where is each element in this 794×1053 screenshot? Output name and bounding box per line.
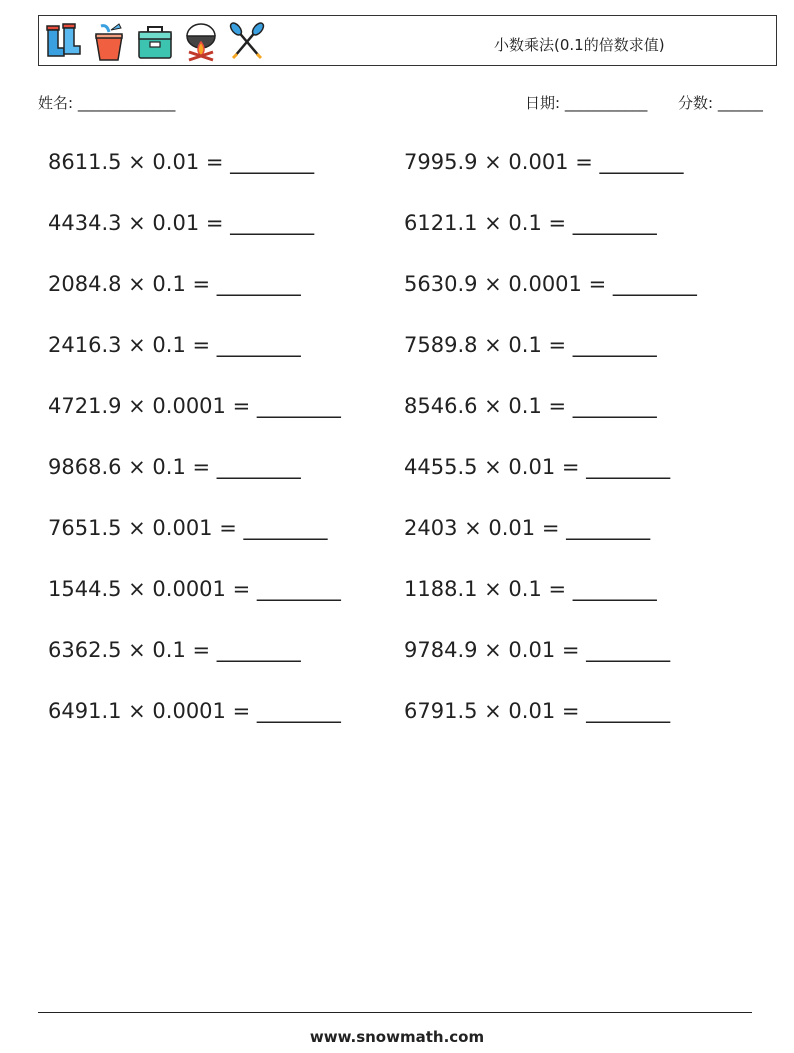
problem-right-3: 5630.9 × 0.0001 = ________ xyxy=(404,272,697,296)
problem-left-1: 8611.5 × 0.01 = ________ xyxy=(48,150,315,174)
problem-left-9: 6362.5 × 0.1 = ________ xyxy=(48,638,301,662)
problem-left-5: 4721.9 × 0.0001 = ________ xyxy=(48,394,341,418)
problem-right-2: 6121.1 × 0.1 = ________ xyxy=(404,211,657,235)
problem-left-6: 9868.6 × 0.1 = ________ xyxy=(48,455,301,479)
cooler-box-icon xyxy=(135,22,175,62)
crossed-paddles-icon xyxy=(227,22,267,62)
name-field: 姓名: _____________ xyxy=(38,94,176,112)
problem-left-2: 4434.3 × 0.01 = ________ xyxy=(48,211,315,235)
problem-right-8: 1188.1 × 0.1 = ________ xyxy=(404,577,657,601)
header-box xyxy=(38,15,777,66)
problem-left-4: 2416.3 × 0.1 = ________ xyxy=(48,333,301,357)
problem-left-10: 6491.1 × 0.0001 = ________ xyxy=(48,699,341,723)
boots-icon xyxy=(43,22,83,62)
problem-right-4: 7589.8 × 0.1 = ________ xyxy=(404,333,657,357)
problem-left-3: 2084.8 × 0.1 = ________ xyxy=(48,272,301,296)
problem-right-10: 6791.5 × 0.01 = ________ xyxy=(404,699,671,723)
problem-left-8: 1544.5 × 0.0001 = ________ xyxy=(48,577,341,601)
problem-right-6: 4455.5 × 0.01 = ________ xyxy=(404,455,671,479)
problem-right-7: 2403 × 0.01 = ________ xyxy=(404,516,651,540)
problem-right-5: 8546.6 × 0.1 = ________ xyxy=(404,394,657,418)
footer-website: www.snowmath.com xyxy=(309,1028,485,1046)
date-field: 日期: ___________ xyxy=(525,94,648,112)
problem-right-9: 9784.9 × 0.01 = ________ xyxy=(404,638,671,662)
footer-divider xyxy=(38,1012,752,1013)
header-icons xyxy=(43,22,267,62)
bucket-icon xyxy=(89,22,129,62)
problem-right-1: 7995.9 × 0.001 = ________ xyxy=(404,150,684,174)
problem-left-7: 7651.5 × 0.001 = ________ xyxy=(48,516,328,540)
worksheet-title: 小数乘法(0.1的倍数求值) xyxy=(494,36,665,54)
score-field: 分数: ______ xyxy=(678,94,763,112)
campfire-pot-icon xyxy=(181,22,221,62)
